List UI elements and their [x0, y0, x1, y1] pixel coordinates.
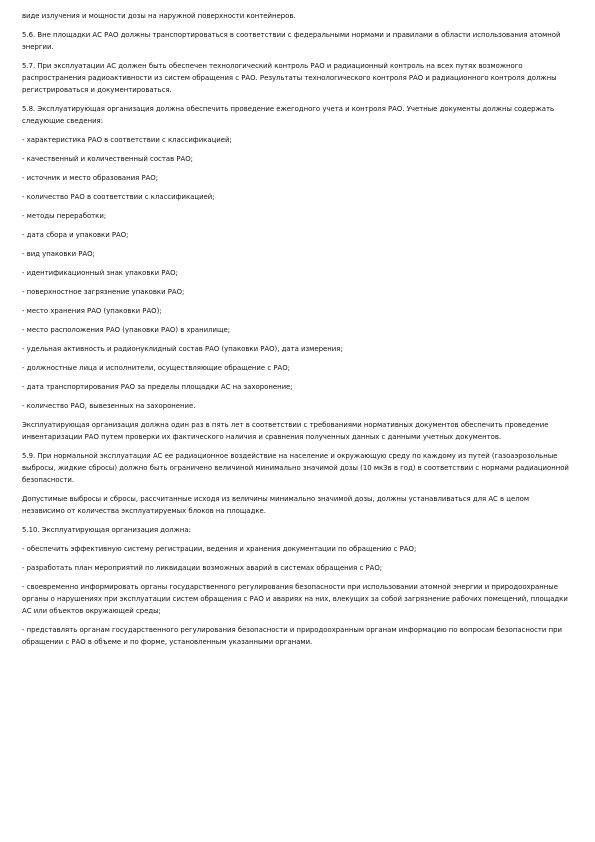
list-item: - методы переработки; [22, 212, 107, 220]
paragraph-5-6: 5.6. Вне площадки АС РАО должны транспортироваться в соответствии с федеральными нормами и правилами в области использования атомной энергии. [22, 31, 561, 51]
paragraph-5-7: 5.7. При эксплуатации АС должен быть обеспечен технологический контроль РАО и радиационный контроль на всех путях возможного распространения радиоактивности из систем обращения с РАО. Результаты технологического контроля РАО и радиационного контроля должны регистрироваться и документироваться. [22, 62, 557, 94]
list-item: - источник и место образования РАО; [22, 174, 159, 182]
list-item: - вид упаковки РАО; [22, 250, 95, 258]
list-item: - представлять органам государственного регулирования безопасности и природоохранным органам информацию по вопросам безопасности при обращении с РАО в объеме и по форме, установленным указанными органами. [22, 626, 562, 646]
list-item: - место расположения РАО (упаковки РАО) в хранилище; [22, 326, 231, 334]
paragraph-inventory: Эксплуатирующая организация должна один раз в пять лет в соответствии с требованиями нормативных документов обеспечить проведение инвентаризации РАО путем проверки их фактического наличия и сравнения полученных данных с данными учетных документов. [22, 421, 549, 441]
paragraph-5-8: 5.8. Эксплуатирующая организация должна обеспечить проведение ежегодного учета и контроля РАО. Учетные документы должны содержать следующие сведения: [22, 105, 555, 125]
paragraph-continuation: виде излучения и мощности дозы на наружной поверхности контейнеров. [22, 12, 296, 20]
list-item: - идентификационный знак упаковки РАО; [22, 269, 178, 277]
list-item: - количество РАО, вывезенных на захоронение. [22, 402, 196, 410]
list-item: - удельная активность и радионуклидный состав РАО (упаковки РАО), дата измерения; [22, 345, 343, 353]
document-page [22, 10, 572, 655]
list-item: - разработать план мероприятий по ликвидации возможных аварий в системах обращения с РАО; [22, 564, 383, 572]
list-item: - своевременно информировать органы государственного регулирования безопасности при использовании атомной энергии и природоохранные органы о нарушениях при эксплуатации систем обращения с РАО и авариях на них, влекущих за собой загрязнение рабочих помещений, площадки АС или объектов окружающей среды; [22, 583, 568, 615]
list-item: - дата транспортирования РАО за пределы площадки АС на захоронение; [22, 383, 293, 391]
list-item: - обеспечить эффективную систему регистрации, ведения и хранения документации по обращению с РАО; [22, 545, 417, 553]
list-item: - количество РАО в соответствии с классификацией; [22, 193, 215, 201]
paragraph-5-10: 5.10. Эксплуатирующая организация должна: [22, 526, 191, 534]
paragraph-permissible-releases: Допустимые выбросы и сбросы, рассчитанные исходя из величины минимально значимой дозы, должны устанавливаться для АС в целом независимо от количества эксплуатируемых блоков на площадке. [22, 495, 530, 515]
list-item: - качественный и количественный состав РАО; [22, 155, 193, 163]
list-item: - должностные лица и исполнители, осуществляющие обращение с РАО; [22, 364, 290, 372]
list-item: - место хранения РАО (упаковки РАО); [22, 307, 162, 315]
list-item: - поверхностное загрязнение упаковки РАО; [22, 288, 185, 296]
list-item: - дата сбора и упаковки РАО; [22, 231, 129, 239]
list-item: - характеристика РАО в соответствии с классификацией; [22, 136, 232, 144]
paragraph-5-9: 5.9. При нормальной эксплуатации АС ее радиационное воздействие на население и окружающую среду по каждому из путей (газоаэрозольные выбросы, жидкие сбросы) должно быть ограничено величиной минимально значимой дозы (10 мкЗв в год) в соответствии с нормами радиационной безопасности. [22, 452, 569, 484]
